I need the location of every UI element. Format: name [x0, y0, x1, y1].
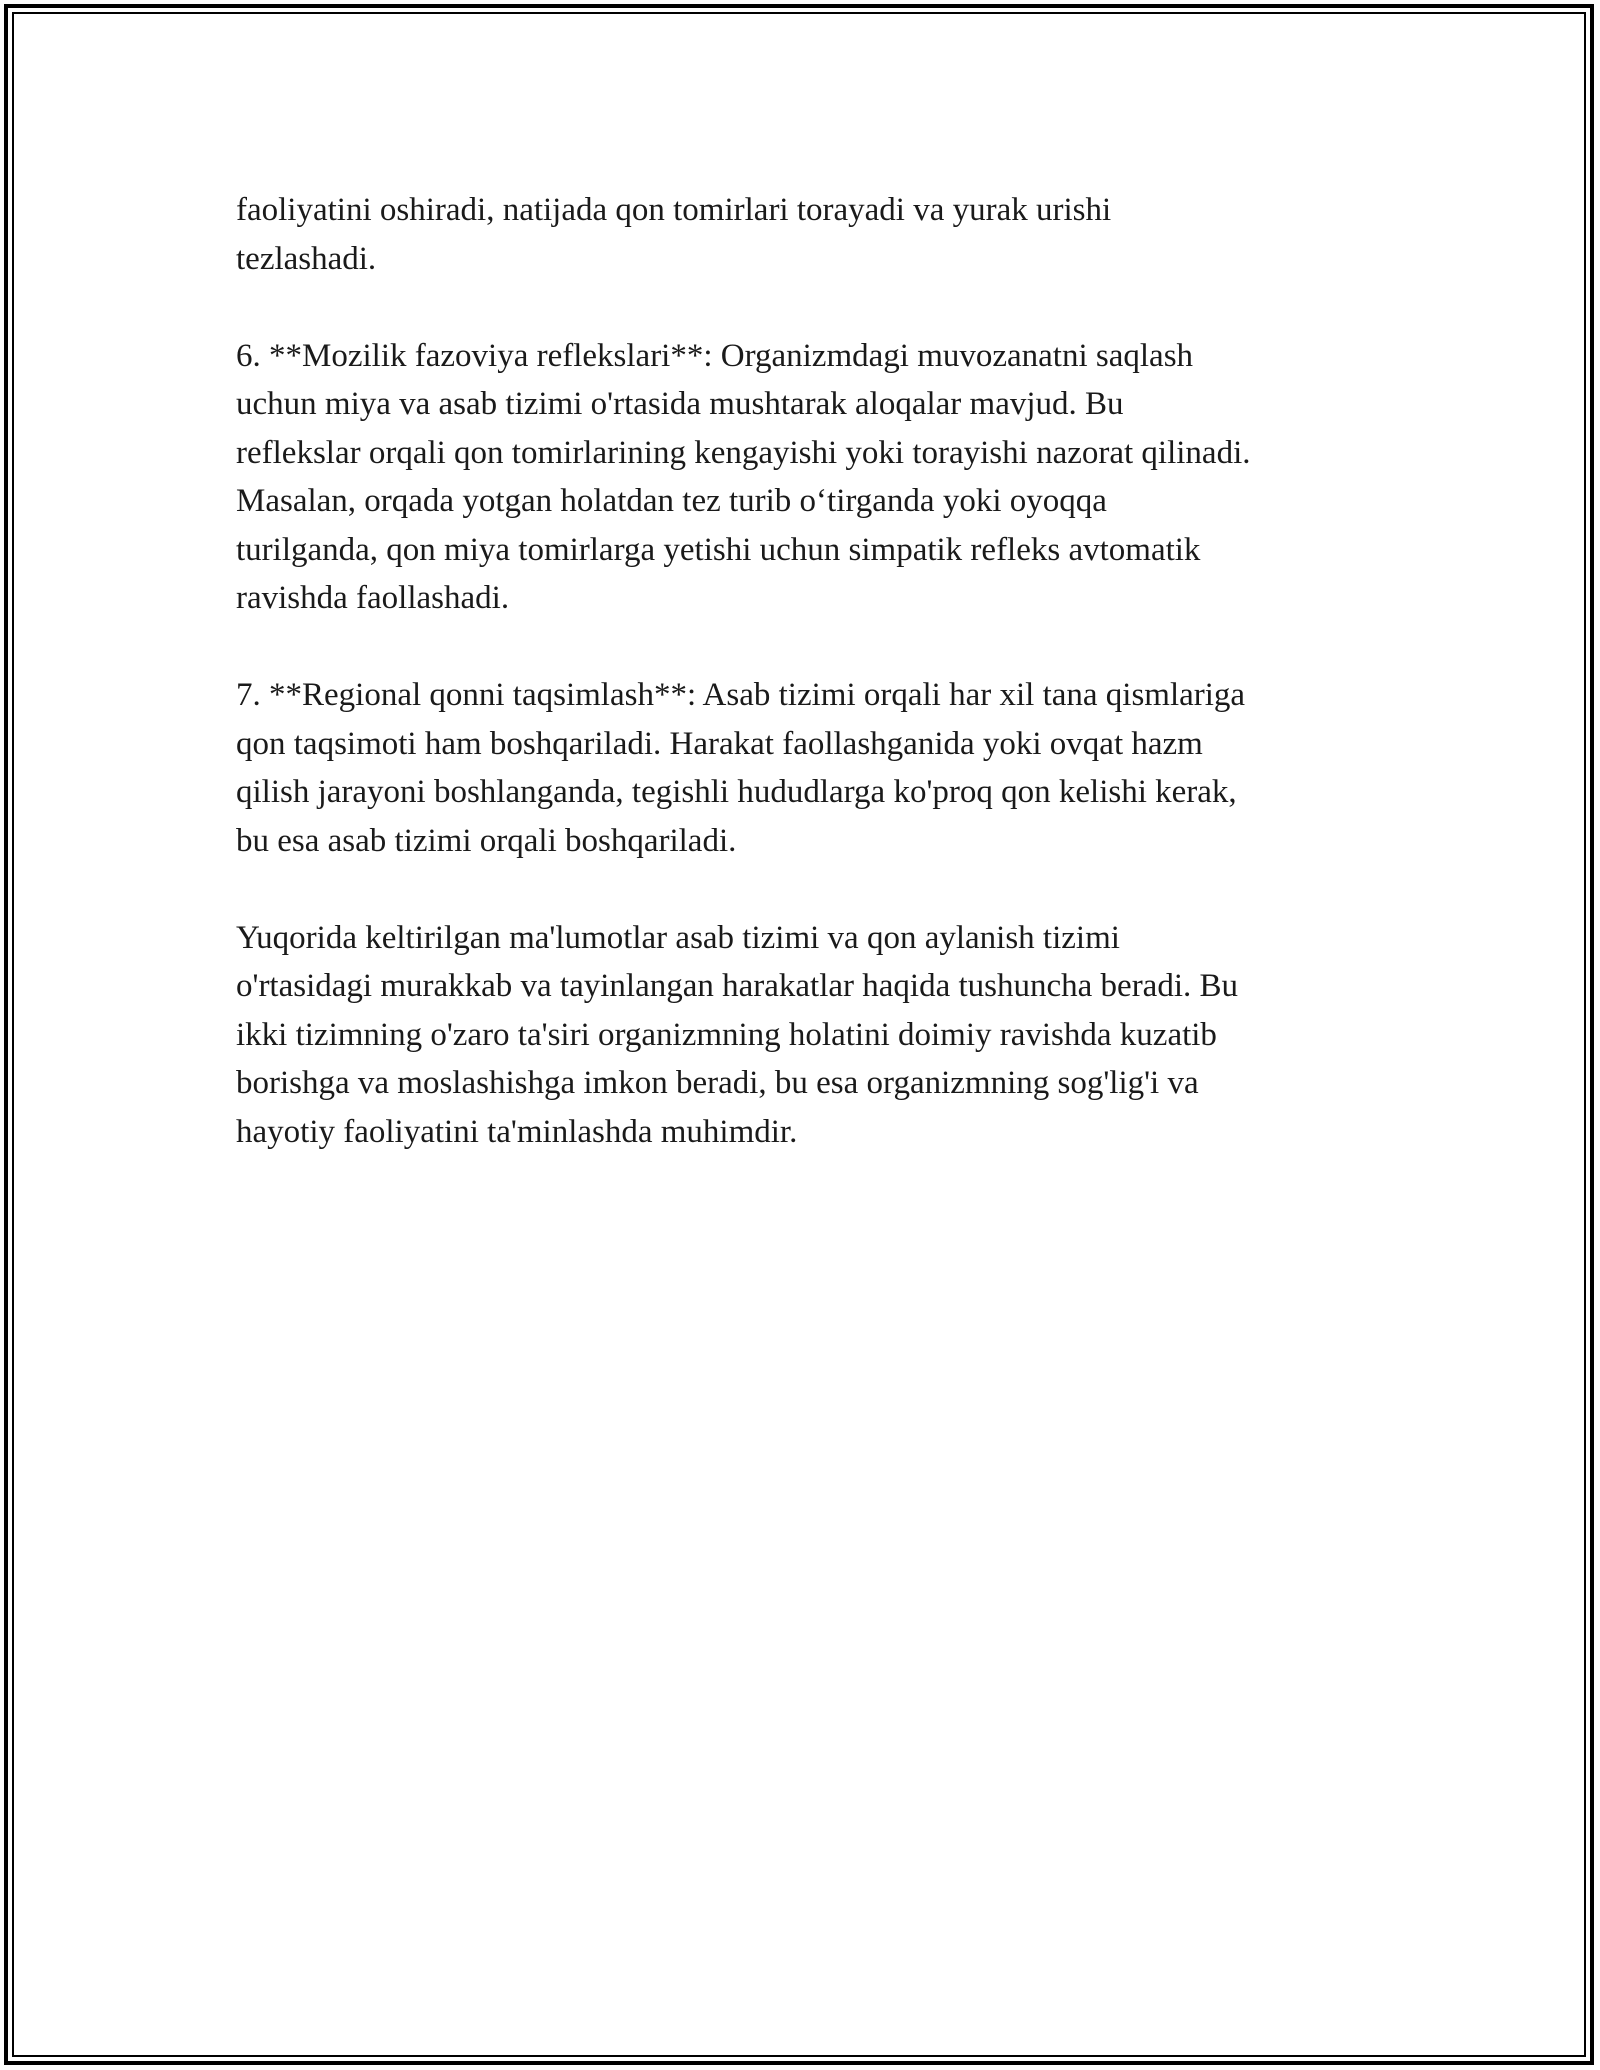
paragraph-item-7: 7. **Regional qonni taqsimlash**: Asab tizimi orqali har xil tana qismlariga qon taqsimoti ham boshqariladi. Harakat faollashganida yoki ovqat hazm qilish jarayoni boshlanganda, tegishli hududlarga ko'proq qon kelishi kerak, bu esa asab tizimi orqali boshqariladi. — [236, 677, 1246, 859]
paragraph-continuation: faoliyatini oshiradi, natijada qon tomirlari torayadi va yurak urishi tezlashadi. — [236, 192, 1112, 277]
document-body — [236, 186, 1386, 1205]
paragraph-item-6: 6. **Mozilik fazoviya reflekslari**: Organizmdagi muvozanatni saqlash uchun miya va asab tizimi o'rtasida mushtarak aloqalar mavjud. Bu reflekslar orqali qon tomirlarining kengayishi yoki torayishi nazorat qilinadi. Masalan, orqada yotgan holatdan tez turib o‘tirganda yoki oyoqqa turilganda, qon miya tomirlarga yetishi uchun simpatik refleks avtomatik ravishda faollashadi. — [236, 337, 1251, 616]
paragraph-conclusion: Yuqorida keltirilgan ma'lumotlar asab tizimi va qon aylanish tizimi o'rtasidagi murakkab va tayinlangan harakatlar haqida tushuncha beradi. Bu ikki tizimning o'zaro ta'siri organizmning holatini doimiy ravishda kuzatib borishga va moslashishga imkon beradi, bu esa organizmning sog'lig'i va hayotiy faoliyatini ta'minlashda muhimdir. — [236, 919, 1239, 1150]
